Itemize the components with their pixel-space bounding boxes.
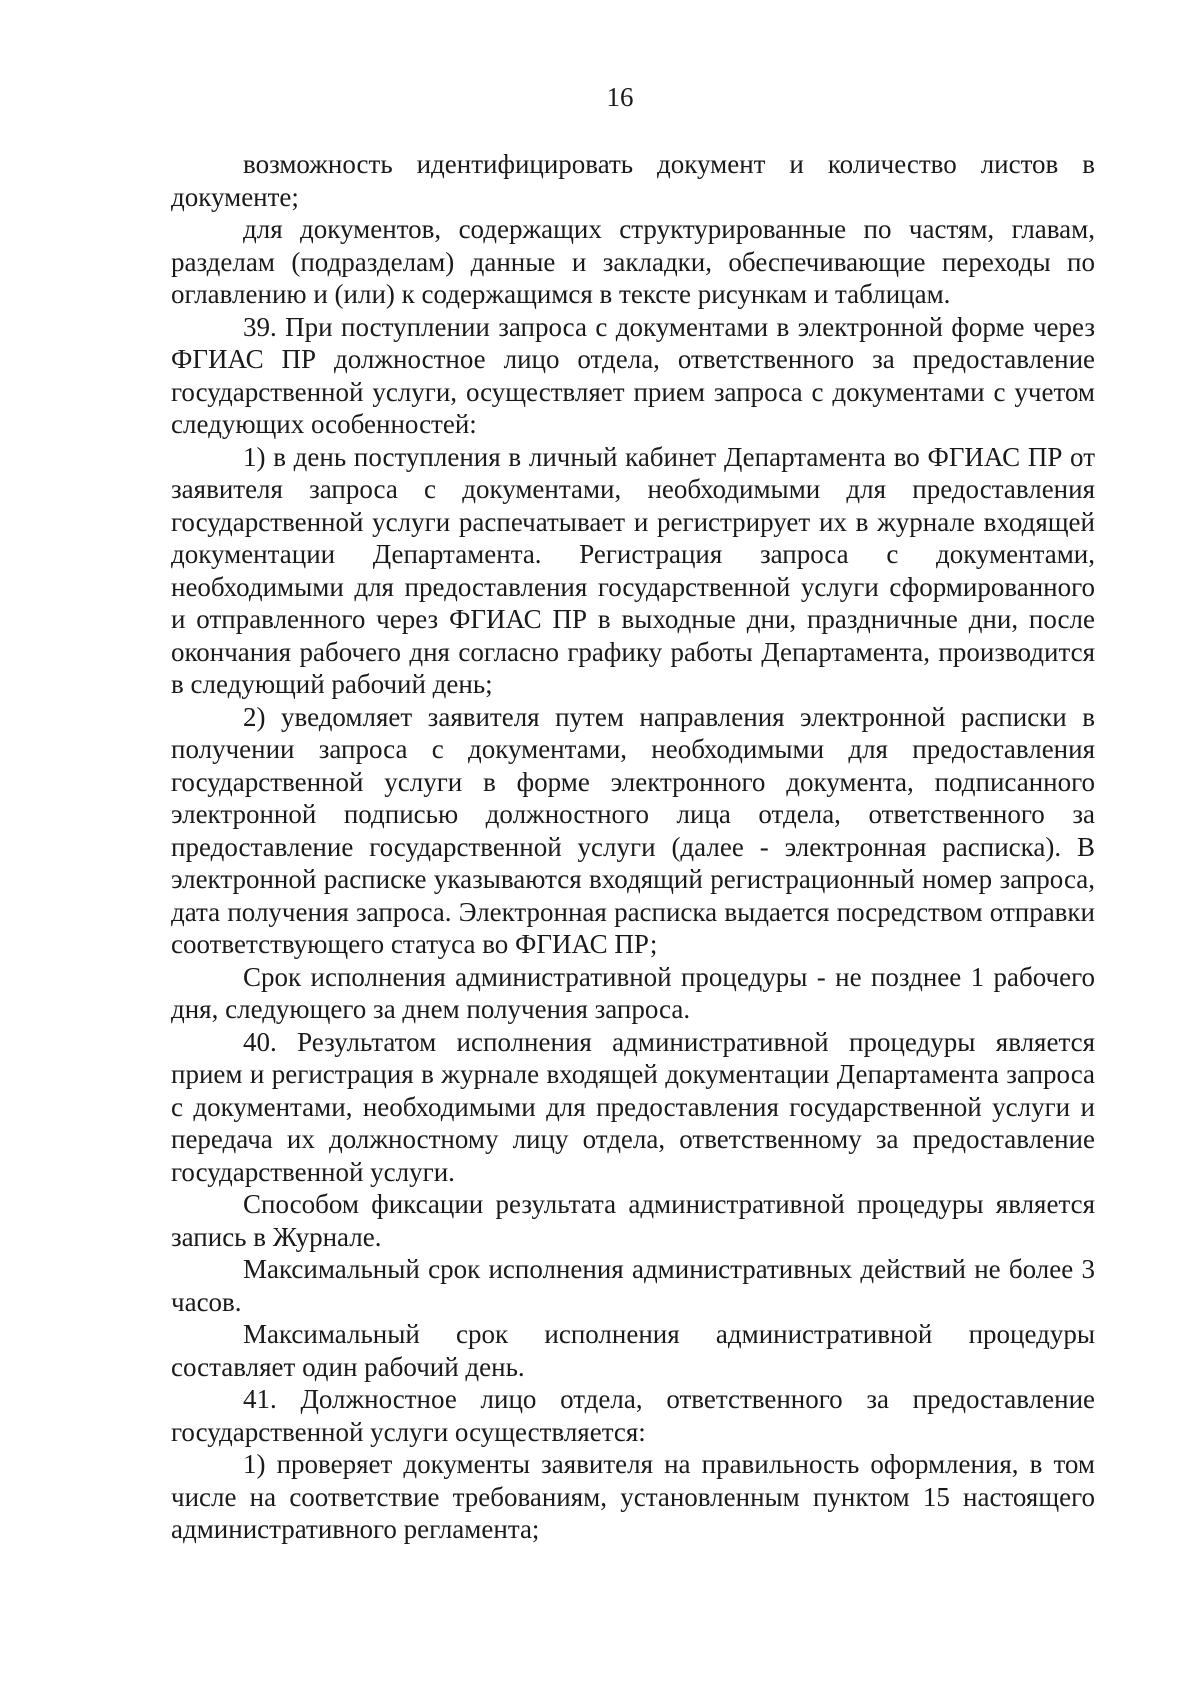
paragraph-39-subitem-1: 1) в день поступления в личный кабинет Департамента во ФГИАС ПР от заявителя запроса с документами, необходимыми для предоставления государственной услуги распечатывает и регистрирует их в журнале входящей документации Департамента. Регистрация запроса с документами, необходимыми для предоставления государственной услуги сформированного и отправленного через ФГИАС ПР в выходные дни, праздничные дни, после окончания рабочего дня согласно графику работы Департамента, производится в следующий рабочий день; [171, 441, 1095, 699]
paragraph-identify-document: возможность идентифицировать документ и количество листов в документе; [171, 149, 1095, 212]
paragraph-item-39: 39. При поступлении запроса с документами в электронной форме через ФГИАС ПР должностное лицо отдела, ответственного за предоставление государственной услуги, осуществляет прием запроса с документами с учетом следующих особенностей: [171, 311, 1095, 439]
paragraph-structured-documents: для документов, содержащих структурированные по частям, главам, разделам (подразделам) данные и закладки, обеспечивающие переходы по оглавлению и (или) к содержащимся в тексте рисункам и таблицам. [171, 214, 1095, 309]
document-body [171, 148, 1095, 1546]
paragraph-39-subitem-2: 2) уведомляет заявителя путем направления электронной расписки в получении запроса с документами, необходимыми для предоставления государственной услуги в форме электронного документа, подписанного электронной подписью должностного лица отдела, ответственного за предоставление государственной услуги (далее - электронная расписка). В электронной расписке указываются входящий регистрационный номер запроса, дата получения запроса. Электронная расписка выдается посредством отправки соответствующего статуса во ФГИАС ПР; [171, 701, 1095, 959]
paragraph-item-40: 40. Результатом исполнения административной процедуры является прием и регистрация в журнале входящей документации Департамента запроса с документами, необходимыми для предоставления государственной услуги и передача их должностному лицу отдела, ответственному за предоставление государственной услуги. [171, 1026, 1095, 1187]
paragraph-41-subitem-1: 1) проверяет документы заявителя на правильность оформления, в том числе на соответствие требованиям, установленным пунктом 15 настоящего административного регламента; [171, 1449, 1095, 1544]
paragraph-deadline: Срок исполнения административной процедуры - не позднее 1 рабочего дня, следующего за днем получения запроса. [171, 961, 1095, 1024]
page-number: 16 [606, 82, 634, 112]
paragraph-item-41: 41. Должностное лицо отдела, ответственного за предоставление государственной услуги осуществляется: [171, 1384, 1095, 1447]
paragraph-max-procedure-time: Максимальный срок исполнения административной процедуры составляет один рабочий день. [171, 1319, 1095, 1382]
paragraph-fixation-method: Способом фиксации результата административной процедуры является запись в Журнале. [171, 1189, 1095, 1252]
paragraph-max-actions-time: Максимальный срок исполнения административных действий не более 3 часов. [171, 1254, 1095, 1317]
